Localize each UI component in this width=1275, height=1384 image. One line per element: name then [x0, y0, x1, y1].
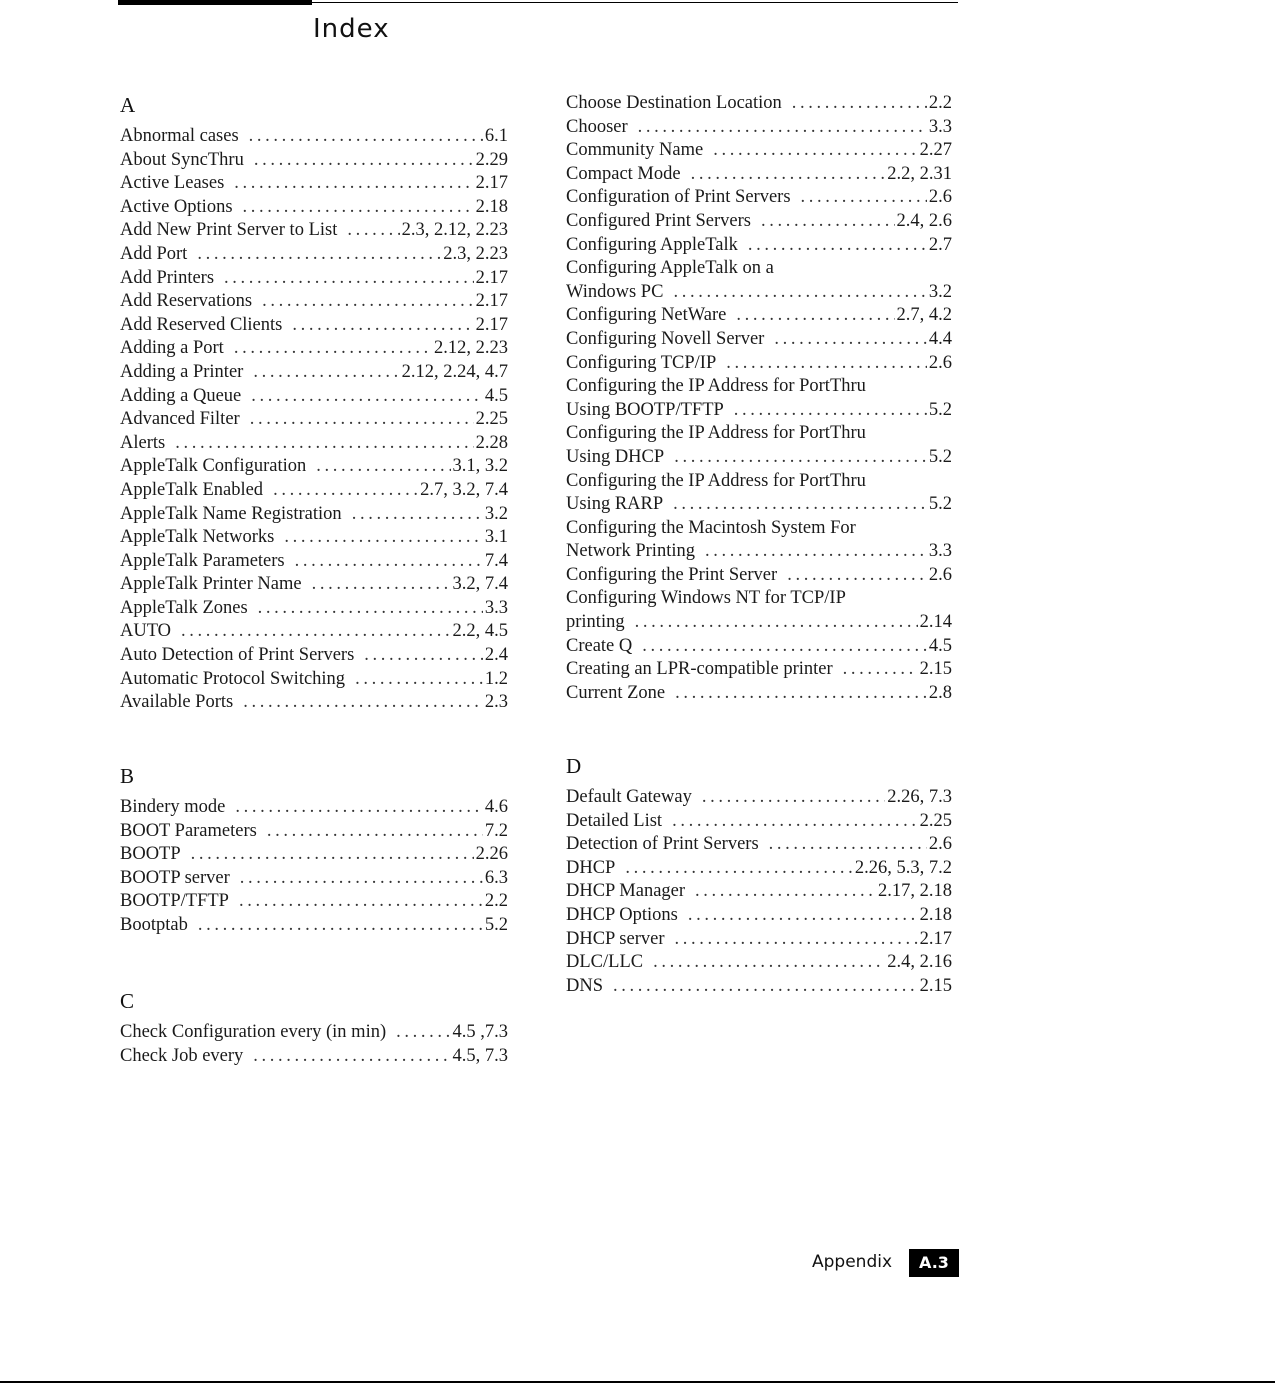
index-page-refs: 2.17 [475, 173, 508, 194]
index-page-refs: 3.1 [484, 527, 508, 548]
index-page-refs: 2.6 [928, 834, 952, 855]
index-page-refs: 4.4 [928, 328, 952, 349]
index-entry [566, 493, 952, 517]
section-letter: D [566, 754, 582, 778]
index-term: printing [566, 612, 625, 633]
index-entry [120, 432, 508, 456]
dot-leader [625, 857, 853, 881]
index-term: Chooser [566, 116, 628, 137]
index-entry [120, 290, 508, 314]
index-page-refs: 3.1, 3.2 [452, 456, 508, 477]
index-page-refs: 4.5 [928, 635, 952, 656]
index-entry [566, 833, 952, 857]
index-page-refs: 3.2 [928, 281, 952, 302]
index-term: Add Port [120, 243, 188, 264]
index-term: Add Reservations [120, 291, 253, 312]
index-term: Using BOOTP/TFTP [566, 399, 724, 420]
index-entry [566, 810, 952, 834]
dot-leader [635, 611, 918, 635]
dot-leader [769, 833, 927, 857]
index-page-refs: 2.26, 7.3 [887, 787, 952, 807]
entry-list [566, 786, 952, 998]
index-page-refs: 2.2 [484, 891, 508, 912]
index-entry [120, 620, 508, 644]
dot-leader [761, 210, 895, 234]
dot-leader [250, 408, 474, 432]
index-term: Alerts [120, 432, 166, 453]
entry-list [566, 92, 952, 705]
dot-leader [198, 914, 483, 938]
index-page-refs: 2.12, 2.23 [434, 338, 508, 359]
dot-leader [235, 796, 483, 820]
index-term: Create Q [566, 635, 633, 656]
index-entry-first-line: Configuring the Macintosh System For [566, 517, 856, 538]
index-page-refs: 2.4, 2.6 [896, 210, 952, 231]
index-entry [566, 186, 952, 210]
dot-leader [713, 139, 917, 163]
section-letter: A [120, 93, 136, 117]
index-term: Configuring AppleTalk [566, 234, 738, 255]
dot-leader [674, 446, 927, 470]
index-page-refs: 2.6 [928, 352, 952, 373]
index-term: Check Configuration every (in min) [120, 1022, 387, 1042]
index-page-refs: 2.25 [919, 810, 952, 831]
index-entry [120, 573, 508, 597]
index-entry [120, 337, 508, 361]
index-page-refs: 2.3, 2.23 [443, 243, 508, 264]
dot-leader [292, 314, 473, 338]
index-page-refs: 2.8 [928, 682, 952, 703]
index-section-c [120, 989, 508, 1068]
page-number-badge: A.3 [909, 1249, 959, 1277]
index-term: Using RARP [566, 494, 664, 515]
index-page-refs: 4.5 ,7.3 [452, 1022, 508, 1042]
index-page-refs: 1.2 [484, 668, 508, 689]
dot-leader [736, 304, 894, 328]
dot-leader [674, 928, 917, 952]
index-entry-first-line: Configuring Windows NT for TCP/IP [566, 588, 846, 609]
index-entry [566, 564, 952, 588]
dot-leader [705, 540, 927, 564]
index-entry [566, 352, 952, 376]
index-term: Configuring NetWare [566, 305, 727, 326]
index-page-refs: 2.4 [484, 645, 508, 666]
index-page-refs: 3.3 [484, 597, 508, 618]
index-term: Add New Print Server to List [120, 220, 338, 241]
index-page-refs: 2.2 [928, 93, 952, 113]
index-entry [566, 611, 952, 635]
index-entry [566, 658, 952, 682]
index-term: Detection of Print Servers [566, 834, 759, 855]
dot-leader [253, 361, 399, 385]
dot-leader [191, 843, 474, 867]
index-entry [120, 843, 508, 867]
index-entry-first-line: Configuring the IP Address for PortThru [566, 470, 866, 491]
index-entry [120, 867, 508, 891]
section-letter: B [120, 764, 135, 788]
dot-leader [801, 186, 927, 210]
dot-leader [258, 597, 483, 621]
dot-leader [347, 219, 399, 243]
index-term: Configuring Novell Server [566, 328, 765, 349]
index-entry [566, 880, 952, 904]
index-page-refs: 5.2 [928, 399, 952, 420]
dot-leader [181, 620, 450, 644]
dot-leader [673, 493, 927, 517]
dot-leader [688, 904, 918, 928]
index-entry [566, 92, 952, 116]
index-term: BOOTP/TFTP [120, 891, 229, 912]
header-rule [118, 2, 958, 3]
index-page-refs: 2.17, 2.18 [878, 881, 952, 902]
index-entry [566, 328, 952, 352]
index-entry [566, 446, 952, 470]
index-term: Check Job every [120, 1045, 244, 1066]
dot-leader [653, 951, 885, 975]
index-term: Detailed List [566, 810, 663, 831]
index-page-refs: 2.7 [928, 234, 952, 255]
index-page-refs: 2.15 [919, 975, 952, 996]
index-term: Using DHCP [566, 446, 665, 467]
index-entry [120, 890, 508, 914]
index-entry [566, 281, 952, 305]
dot-leader [234, 172, 473, 196]
index-page-refs: 3.2 [484, 503, 508, 524]
index-term: Available Ports [120, 692, 234, 713]
dot-leader [396, 1021, 450, 1045]
footer-label: Appendix [812, 1252, 893, 1272]
index-term: BOOT Parameters [120, 820, 257, 841]
index-term: AUTO [120, 621, 172, 642]
index-page-refs: 3.3 [928, 116, 952, 137]
index-term: About SyncThru [120, 149, 244, 170]
entry-list [120, 796, 508, 938]
index-page-refs: 2.6 [928, 187, 952, 208]
index-entry-first-line: Configuring the IP Address for PortThru [566, 423, 866, 444]
dot-leader [672, 810, 918, 834]
dot-leader [175, 432, 473, 456]
index-term: Compact Mode [566, 163, 681, 184]
index-entry [120, 361, 508, 385]
index-section-a [120, 93, 508, 715]
index-term: AppleTalk Zones [120, 597, 248, 618]
index-entry [566, 635, 952, 659]
dot-leader [251, 385, 483, 409]
dot-leader [254, 149, 474, 173]
index-term: Adding a Queue [120, 385, 242, 406]
index-entry [120, 526, 508, 550]
index-entry-first-line: Configuring the IP Address for PortThru [566, 376, 866, 397]
dot-leader [267, 820, 483, 844]
index-term: Add Printers [120, 267, 215, 288]
index-term: Bindery mode [120, 797, 226, 817]
dot-leader [239, 890, 483, 914]
index-page-refs: 5.2 [928, 494, 952, 515]
dot-leader [240, 867, 483, 891]
index-term: Configuring the Print Server [566, 564, 778, 585]
entry-list [120, 125, 508, 715]
index-term: Community Name [566, 140, 704, 161]
index-term: AppleTalk Networks [120, 527, 275, 548]
dot-leader [243, 196, 474, 220]
index-page-refs: 5.2 [928, 446, 952, 467]
index-term: AppleTalk Enabled [120, 479, 264, 500]
dot-leader [673, 281, 926, 305]
dot-leader [253, 1045, 450, 1069]
index-term: DHCP Manager [566, 881, 686, 902]
dot-leader [316, 455, 450, 479]
index-entry [566, 210, 952, 234]
dot-leader [726, 352, 927, 376]
index-entry [120, 503, 508, 527]
index-entry [566, 975, 952, 999]
index-term: AppleTalk Configuration [120, 456, 307, 477]
dot-leader [691, 163, 886, 187]
index-term: DNS [566, 975, 604, 996]
index-term: Active Options [120, 196, 233, 217]
index-entry [120, 196, 508, 220]
index-page-refs: 2.29 [475, 149, 508, 170]
index-term: Current Zone [566, 682, 666, 703]
dot-leader [262, 290, 474, 314]
dot-leader [695, 880, 876, 904]
index-page-refs: 7.4 [484, 550, 508, 571]
index-term: Configured Print Servers [566, 210, 751, 231]
section-letter: C [120, 989, 135, 1013]
index-page-refs: 4.5 [484, 385, 508, 406]
index-entry [566, 786, 952, 810]
index-term: Configuring TCP/IP [566, 352, 717, 373]
index-entry [120, 597, 508, 621]
index-entry [120, 408, 508, 432]
dot-leader [234, 337, 432, 361]
index-entry [120, 314, 508, 338]
index-page-refs: 4.6 [484, 797, 508, 817]
index-page-refs: 2.27 [919, 140, 952, 161]
index-page-refs: 2.28 [475, 432, 508, 453]
dot-leader [355, 668, 483, 692]
index-term: Choose Destination Location [566, 93, 782, 113]
index-page-refs: 6.1 [484, 126, 508, 146]
index-term: Default Gateway [566, 787, 692, 807]
index-page-refs: 2.12, 2.24, 4.7 [401, 361, 508, 382]
index-term: DHCP [566, 857, 616, 878]
index-term: Auto Detection of Print Servers [120, 645, 355, 666]
index-term: Network Printing [566, 541, 695, 562]
index-entry [120, 644, 508, 668]
index-page-refs: 2.17 [475, 314, 508, 335]
index-page-refs: 2.7, 4.2 [896, 305, 952, 326]
index-term: Configuration of Print Servers [566, 187, 791, 208]
index-entry [120, 1045, 508, 1069]
index-section-d [566, 754, 952, 998]
index-page-refs: 2.18 [919, 904, 952, 925]
dot-leader [197, 243, 441, 267]
index-entry [120, 243, 508, 267]
dot-leader [734, 399, 927, 423]
index-page-refs: 5.2 [484, 914, 508, 935]
index-entry [120, 385, 508, 409]
dot-leader [295, 550, 483, 574]
index-entry [120, 820, 508, 844]
dot-leader [843, 658, 918, 682]
index-page-refs: 2.15 [919, 659, 952, 680]
index-term: BOOTP [120, 844, 181, 865]
entry-list [120, 1021, 508, 1068]
index-page-refs: 2.7, 3.2, 7.4 [420, 479, 508, 500]
index-term: AppleTalk Name Registration [120, 503, 342, 524]
index-section-b [120, 764, 508, 938]
index-page-refs: 2.17 [475, 267, 508, 288]
dot-leader [312, 573, 451, 597]
index-entry [120, 796, 508, 820]
dot-leader [702, 786, 885, 810]
index-entry [566, 399, 952, 423]
dot-leader [787, 564, 927, 588]
index-entry [566, 857, 952, 881]
index-page-refs: 2.3 [484, 692, 508, 713]
index-entry [120, 1021, 508, 1045]
index-entry [120, 219, 508, 243]
index-page-refs: 3.3 [928, 541, 952, 562]
index-page-refs: 2.26 [475, 844, 508, 865]
index-entry [566, 682, 952, 706]
index-page-refs: 2.2, 2.31 [887, 163, 952, 184]
index-page-refs: 2.4, 2.16 [887, 952, 952, 973]
index-term: DHCP server [566, 928, 665, 949]
index-page-refs: 2.2, 4.5 [452, 621, 508, 642]
index-entry [566, 904, 952, 928]
index-entry [120, 691, 508, 715]
dot-leader [284, 526, 482, 550]
page-title: Index [313, 14, 390, 44]
index-term: Add Reserved Clients [120, 314, 283, 335]
index-term: Creating an LPR-compatible printer [566, 659, 833, 680]
index-entry [566, 304, 952, 328]
dot-leader [364, 644, 483, 668]
index-page-refs: 4.5, 7.3 [452, 1045, 508, 1066]
index-entry [120, 172, 508, 196]
index-entry-first-line: Configuring AppleTalk on a [566, 258, 774, 279]
index-entry [566, 951, 952, 975]
index-entry [566, 139, 952, 163]
dot-leader [273, 479, 418, 503]
index-entry [120, 455, 508, 479]
dot-leader [613, 975, 918, 999]
dot-leader [774, 328, 927, 352]
index-entry [120, 267, 508, 291]
index-page-refs: 2.3, 2.12, 2.23 [401, 220, 508, 241]
index-page-refs: 7.2 [484, 820, 508, 841]
index-term: BOOTP server [120, 867, 230, 888]
index-term: Windows PC [566, 281, 664, 302]
dot-leader [638, 116, 927, 140]
index-entry [566, 116, 952, 140]
index-term: Adding a Printer [120, 361, 244, 382]
index-term: Bootptab [120, 914, 188, 935]
index-term: Advanced Filter [120, 409, 240, 430]
index-page-refs: 2.25 [475, 409, 508, 430]
index-entry [120, 550, 508, 574]
dot-leader [352, 503, 483, 527]
dot-leader [249, 125, 483, 149]
index-page-refs: 2.14 [919, 612, 952, 633]
index-entry [566, 928, 952, 952]
dot-leader [748, 234, 927, 258]
dot-leader [224, 267, 474, 291]
index-term: DHCP Options [566, 904, 678, 925]
index-entry [566, 163, 952, 187]
index-page-refs: 2.6 [928, 564, 952, 585]
index-term: Abnormal cases [120, 126, 239, 146]
index-page-refs: 6.3 [484, 867, 508, 888]
index-term: Active Leases [120, 173, 225, 194]
index-entry [120, 125, 508, 149]
bottom-rule [0, 1381, 1275, 1383]
index-term: AppleTalk Printer Name [120, 574, 302, 595]
index-term: Adding a Port [120, 338, 224, 359]
index-entry [120, 479, 508, 503]
dot-leader [642, 635, 927, 659]
index-term: Automatic Protocol Switching [120, 668, 346, 689]
index-page-refs: 2.17 [475, 291, 508, 312]
index-section-c-continued [566, 92, 952, 705]
dot-leader [792, 92, 927, 116]
index-page-refs: 2.18 [475, 196, 508, 217]
index-entry [120, 149, 508, 173]
index-entry [120, 914, 508, 938]
index-term: AppleTalk Parameters [120, 550, 285, 571]
index-entry [566, 234, 952, 258]
index-entry [120, 668, 508, 692]
index-page-refs: 2.17 [919, 928, 952, 949]
index-term: DLC/LLC [566, 952, 644, 973]
index-entry [566, 540, 952, 564]
index-page-refs: 2.26, 5.3, 7.2 [854, 857, 952, 878]
dot-leader [675, 682, 927, 706]
index-page-refs: 3.2, 7.4 [452, 574, 508, 595]
dot-leader [243, 691, 483, 715]
